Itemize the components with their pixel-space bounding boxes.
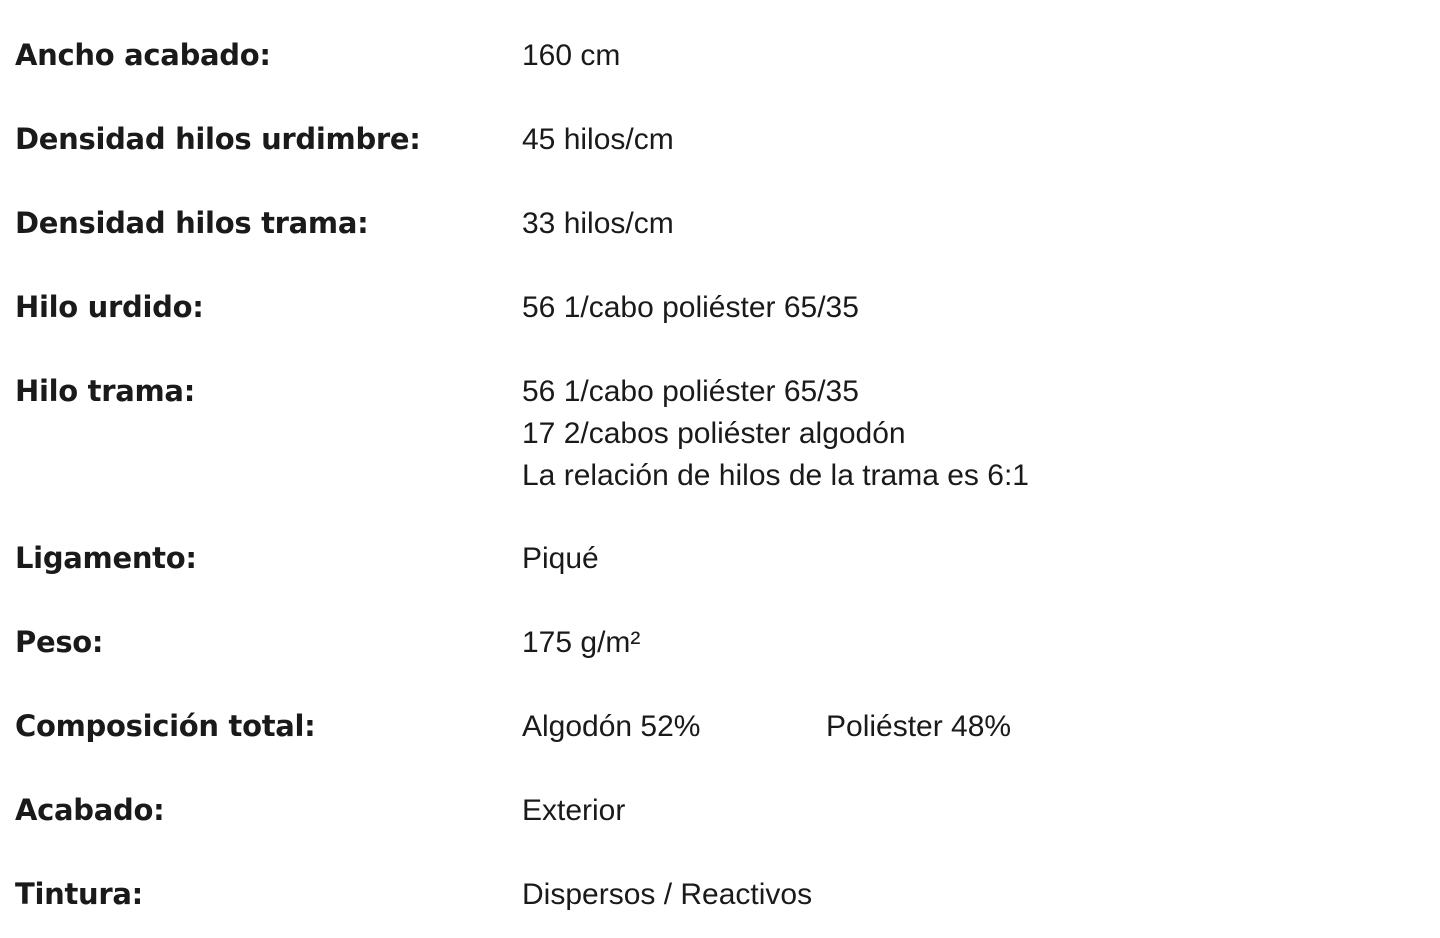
spec-value-hilo-trama-line-2: 17 2/cabos poliéster algodón: [522, 417, 906, 450]
spec-value-densidad-trama: 33 hilos/cm: [522, 207, 674, 240]
spec-label-tintura: Tintura:: [15, 877, 143, 911]
spec-label-acabado: Acabado:: [15, 793, 165, 827]
spec-value-composicion-algodon: Algodón 52%: [522, 710, 701, 743]
spec-label-hilo-urdido: Hilo urdido:: [15, 290, 204, 324]
spec-label-composicion: Composición total:: [15, 709, 316, 743]
spec-value-densidad-urdimbre: 45 hilos/cm: [522, 123, 674, 156]
spec-value-ancho: 160 cm: [522, 39, 621, 72]
spec-value-hilo-trama-line-1: 56 1/cabo poliéster 65/35: [522, 375, 859, 408]
spec-label-ligamento: Ligamento:: [15, 541, 197, 575]
spec-label-hilo-trama: Hilo trama:: [15, 374, 195, 408]
spec-label-peso: Peso:: [15, 625, 104, 659]
spec-value-ligamento: Piqué: [522, 542, 599, 575]
spec-value-hilo-urdido: 56 1/cabo poliéster 65/35: [522, 291, 859, 324]
spec-label-densidad-urdimbre: Densidad hilos urdimbre:: [15, 122, 421, 156]
spec-value-tintura: Dispersos / Reactivos: [522, 878, 813, 911]
spec-value-composicion-poliester: Poliéster 48%: [826, 710, 1012, 743]
spec-value-acabado: Exterior: [522, 794, 626, 827]
spec-value-peso: 175 g/m²: [522, 626, 641, 659]
spec-label-densidad-trama: Densidad hilos trama:: [15, 206, 369, 240]
spec-label-ancho: Ancho acabado:: [15, 38, 271, 72]
spec-value-hilo-trama-line-3: La relación de hilos de la trama es 6:1: [522, 459, 1029, 492]
